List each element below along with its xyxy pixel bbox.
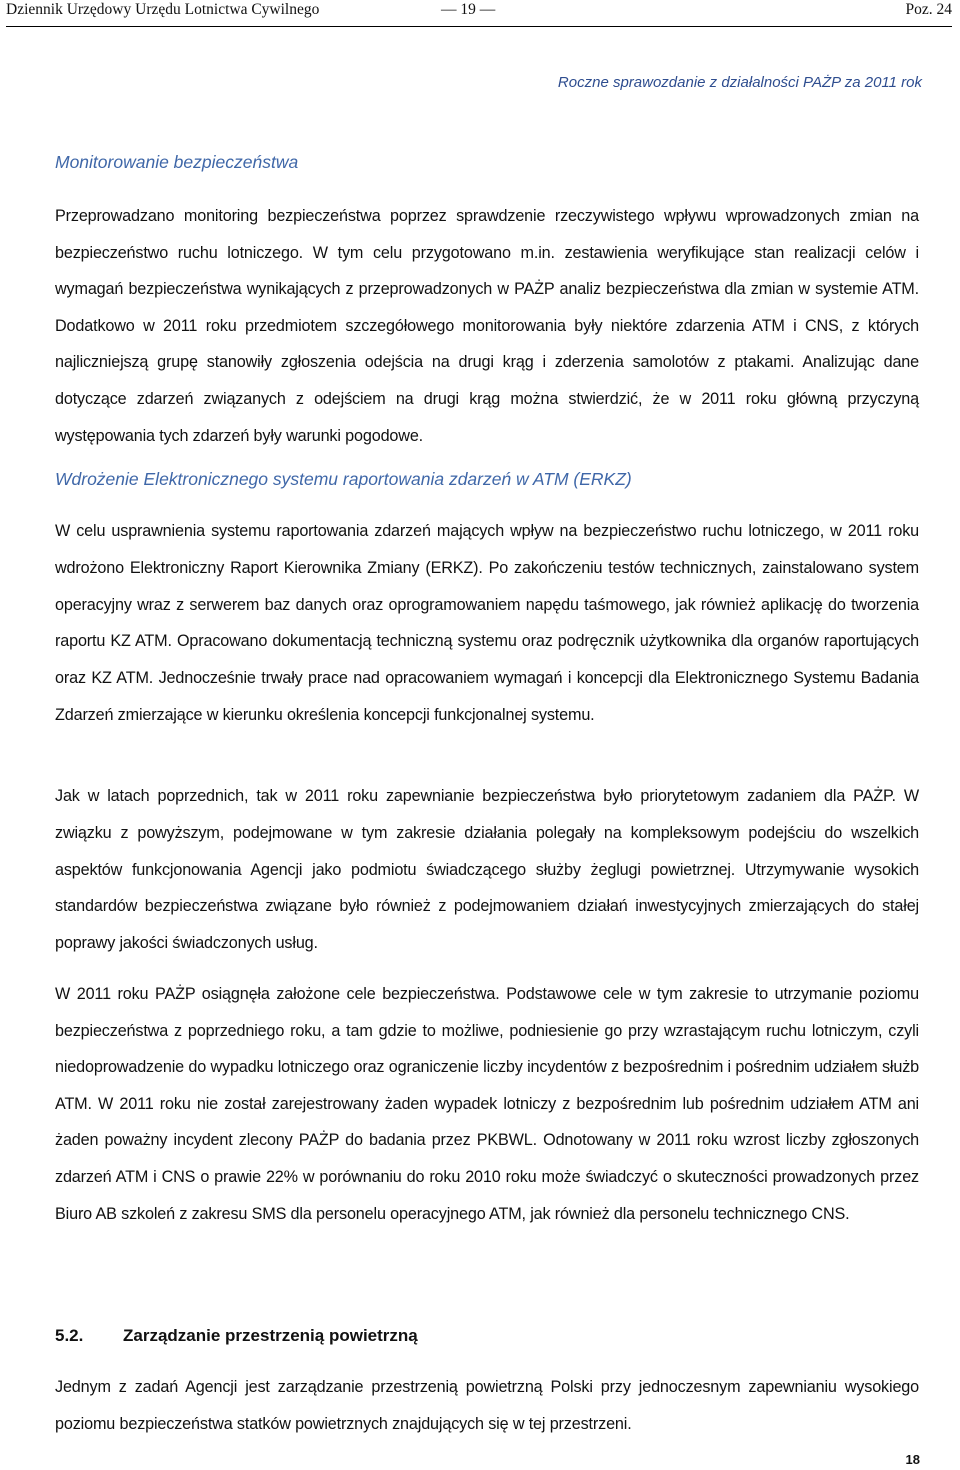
running-header [6, 0, 952, 27]
section-title-airspace: Zarządzanie przestrzenią powietrzną [123, 1326, 418, 1345]
section-heading-erkz: Wdrożenie Elektronicznego systemu raportowania zdarzeń w ATM (ERKZ) [55, 469, 632, 489]
paragraph-monitoring: Przeprowadzano monitoring bezpieczeństwa poprzez sprawdzenie rzeczywistego wpływu wprowadzonych zmian na bezpieczeństwo ruchu lotniczego. W tym celu przygotowano m.in. zestawienia weryfikujące stan realizacji celów i wymagań bezpieczeństwa wynikających z przeprowadzonych w PAŻP analiz bezpieczeństwa dla zmian w systemie ATM. Dodatkowo w 2011 roku przedmiotem szczegółowego monitorowania były niektóre zdarzenia ATM i CNS, z których najliczniejszą grupę stanowiły zgłoszenia odejścia na drugi krąg i zderzenia samolotów z ptakami. Analizując dane dotyczące zdarzeń związanych z odejściem na drugi krąg można stwierdzić, że w 2011 roku główną przyczyną występowania tych zdarzeń były warunki pogodowe. [55, 207, 919, 445]
journal-title: Dziennik Urzędowy Urzędu Lotnictwa Cywilnego [6, 1, 320, 18]
report-title: Roczne sprawozdanie z działalności PAŻP za 2011 rok [557, 74, 922, 91]
section-number: 5.2. [55, 1326, 84, 1345]
paragraph-airspace: Jednym z zadań Agencji jest zarządzanie przestrzenią powietrzną Polski przy jednoczesnym zapewnianiu wysokiego poziomu bezpieczeństwa statków powietrznych znajdujących się w tej przestrzeni. [55, 1378, 919, 1433]
journal-position: Poz. 24 [905, 1, 952, 18]
paragraph-priority: Jak w latach poprzednich, tak w 2011 roku zapewnianie bezpieczeństwa było priorytetowym zadaniem dla PAŻP. W związku z powyższym, podejmowane w tym zakresie działania polegały na kompleksowym podejściu do wszelkich aspektów funkcjonowania Agencji jako podmiotu świadczącego służby żeglugi powietrznej. Utrzymywanie wysokich standardów bezpieczeństwa związane było również z podejmowaniem działań inwestycyjnych zmierzających do stałej poprawy jakości świadczonych usług. [55, 787, 919, 953]
section-heading-monitoring: Monitorowanie bezpieczeństwa [55, 152, 299, 172]
journal-page-number: — 19 — [441, 1, 496, 18]
page-number: 18 [905, 1452, 920, 1467]
paragraph-erkz: W celu usprawnienia systemu raportowania zdarzeń mających wpływ na bezpieczeństwo ruchu lotniczego, w 2011 roku wdrożono Elektroniczny Raport Kierownika Zmiany (ERKZ). Po zakończeniu testów technicznych, zainstalowano system operacyjny wraz z serwerem baz danych oraz oprogramowaniem napędu taśmowego, jak również aplikację do tworzenia raportu KZ ATM. Opracowano dokumentacją techniczną systemu oraz podręcznik użytkownika dla organów raportujących oraz KZ ATM. Jednocześnie trwały prace nad opracowaniem wymagań i koncepcji dla Elektronicznego Systemu Badania Zdarzeń zmierzające w kierunku określenia koncepcji funkcjonalnej systemu. [55, 522, 919, 724]
paragraph-safety-goals: W 2011 roku PAŻP osiągnęła założone cele bezpieczeństwa. Podstawowe cele w tym zakresie to utrzymanie poziomu bezpieczeństwa z poprzedniego roku, a tam gdzie to możliwe, podniesienie go przy wzrastającym ruchu lotniczym, czyli niedoprowadzenie do wypadku lotniczego oraz ograniczenie liczby incydentów z bezpośrednim i pośrednim udziałem służb ATM. W 2011 roku nie został zarejestrowany żaden wypadek lotniczy z bezpośrednim lub pośrednim udziałem ATM ani żaden poważny incydent zlecony PAŻP do badania przez PKBWL. Odnotowany w 2011 roku wzrost liczby zgłoszonych zdarzeń ATM i CNS o prawie 22% w porównaniu do roku 2010 roku może świadczyć o skuteczności prowadzonych przez Biuro AB szkoleń z zakresu SMS dla personelu operacyjnego ATM, jak również dla personelu technicznego CNS. [55, 985, 919, 1223]
